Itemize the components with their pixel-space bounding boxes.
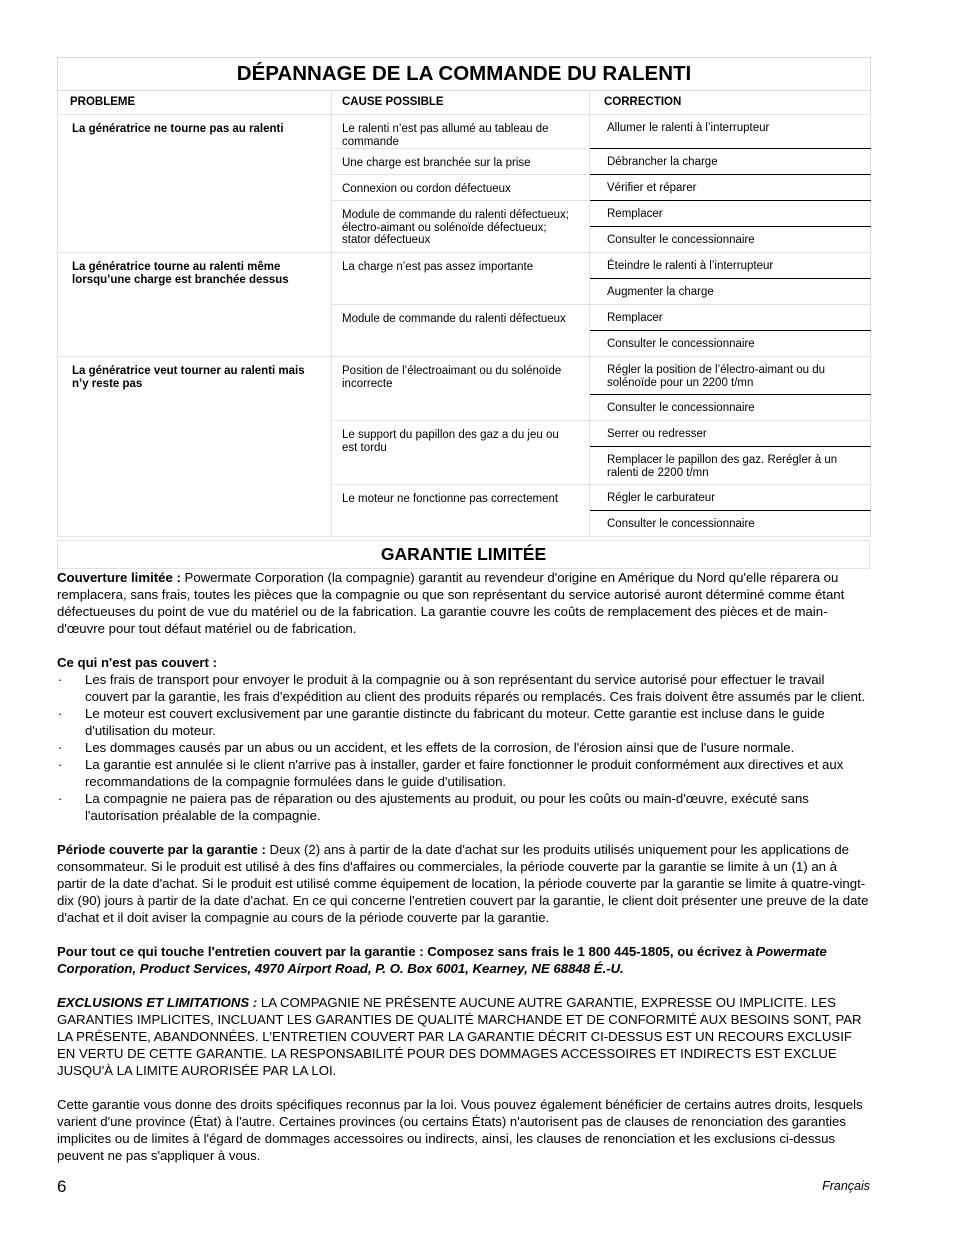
list-item-text: La compagnie ne paiera pas de réparation ou des ajustements au produit, ou pour les coûts ou main-d'œuvre, exécuté sans l'autorisation préalable de la compagnie. [85, 791, 809, 823]
list-item [57, 705, 870, 739]
cause-cell: Connexion ou cordon défectueux [332, 175, 590, 201]
table-header-row [58, 91, 871, 115]
list-item [57, 739, 870, 756]
contact-address: Powermate Corporation, Product Services, 4970 Airport Road, P. O. Box 6001, Kearney, NE 68848 É.-U. [57, 944, 827, 976]
correction-cell: Remplacer [590, 305, 871, 331]
troubleshooting-table [57, 57, 871, 537]
header-problem: PROBLEME [58, 91, 332, 115]
correction-cell: Régler la position de l’électro-aimant ou du solénoïde pour un 2200 t/mn [590, 357, 871, 395]
cause-cell: Le support du papillon des gaz a du jeu ou est tordu [332, 421, 590, 485]
not-covered-label: Ce qui n'est pas couvert : [57, 655, 217, 670]
cause-cell: La charge n’est pas assez importante [332, 253, 590, 305]
list-item [57, 790, 870, 824]
correction-cell: Allumer le ralenti à l’interrupteur [590, 115, 871, 149]
correction-cell: Consulter le concessionnaire [590, 227, 871, 253]
correction-cell: Régler le carburateur [590, 485, 871, 511]
period-paragraph [57, 841, 870, 926]
list-item-text: Le moteur est couvert exclusivement par une garantie distincte du fabricant du moteur. Cette garantie est incluse dans le guide d'utilisation du moteur. [85, 706, 825, 738]
correction-cell: Éteindre le ralenti à l’interrupteur [590, 253, 871, 279]
contact-paragraph [57, 943, 870, 977]
list-item-text: La garantie est annulée si le client n'arrive pas à installer, garder et faire fonctionner le produit conformément aux directives et aux recommandations de la compagnie formulées dans le guide d'utilisation. [85, 757, 844, 789]
list-item [57, 756, 870, 790]
table-row [58, 253, 871, 279]
coverage-text: Powermate Corporation (la compagnie) garantit au revendeur d'origine en Amérique du Nord qu'elle réparera ou remplacera, sans frais, toutes les pièces que la compagnie ou que son représentant du service autorisé auront déterminé comme étant défectueuses du point de vue du matériel ou de la fabrication. La garantie couvre les coûts de remplacement des pièces et de main-d'œuvre pour tout défaut matériel ou de fabrication. [57, 570, 845, 636]
bullet-dot: · [58, 757, 63, 772]
rights-paragraph: Cette garantie vous donne des droits spécifiques reconnus par la loi. Vous pouvez également bénéficier de certains autres droits, lesquels varient d'une province (État) à l'autre. Certaines provinces (ou certains États) n'autorisent pas de clauses de renonciation des garanties implicites ou de limites à l'égard de dommages accessoires ou indirects, ainsi, les clauses de renonciation et les exclusions ci-dessus peuvent ne pas s'appliquer à vous. [57, 1097, 863, 1163]
exclusions-paragraph [57, 994, 870, 1079]
exclusions-text: LA COMPAGNIE NE PRÉSENTE AUCUNE AUTRE GARANTIE, EXPRESSE OU IMPLICITE. LES GARANTIES IMPLICITES, INCLUANT LES GARANTIES DE QUALITÉ MARCHANDE ET DE CONFORMITÉ AUX BESOINS SONT, PAR LA PRÉSENTE, ABANDONNÉES. L'ENTRETIEN COUVERT PAR LA GARANTIE DÉCRIT CI-DESSUS EST UN RECOURS EXCLUSIF EN VERTU DE CETTE GARANTIE. LA RESPONSABILITÉ POUR DES DOMMAGES ACCESSOIRES ET INDIRECTS EST EXCLUE JUSQU'À LA LIMITE AURORISÉE PAR LA LOI. [57, 995, 862, 1078]
header-cause: CAUSE POSSIBLE [332, 91, 590, 115]
bullet-dot: · [58, 740, 63, 755]
coverage-label: Couverture limitée : [57, 570, 181, 585]
table-row [58, 357, 871, 395]
period-label: Période couverte par la garantie : [57, 842, 266, 857]
correction-cell: Consulter le concessionnaire [590, 511, 871, 537]
not-covered-list [57, 671, 870, 824]
correction-cell: Serrer ou redresser [590, 421, 871, 447]
cause-cell: Une charge est branchée sur la prise [332, 149, 590, 175]
correction-cell: Remplacer le papillon des gaz. Rerégler à un ralenti de 2200 t/mn [590, 447, 871, 485]
header-correction: CORRECTION [590, 91, 871, 115]
page-content [57, 57, 870, 1164]
bullet-dot: · [58, 791, 63, 806]
list-item [57, 671, 870, 705]
cause-cell: Module de commande du ralenti défectueux [332, 305, 590, 357]
bullet-dot: · [58, 672, 63, 687]
troubleshooting-body [58, 115, 871, 537]
correction-cell: Vérifier et réparer [590, 175, 871, 201]
contact-text: Pour tout ce qui touche l'entretien couvert par la garantie : Composez sans frais le 1 800 445-1805, ou écrivez à [57, 944, 757, 959]
bullet-dot: · [58, 706, 63, 721]
cause-cell: Module de commande du ralenti défectueux; électro-aimant ou solénoïde défectueux; stator défectueux [332, 201, 590, 253]
warranty-title: GARANTIE LIMITÉE [57, 540, 870, 569]
cause-cell: Le ralenti n’est pas allumé au tableau de commande [332, 115, 590, 149]
correction-cell: Consulter le concessionnaire [590, 395, 871, 421]
cause-cell: Position de l’électroaimant ou du solénoïde incorrecte [332, 357, 590, 421]
list-item-text: Les frais de transport pour envoyer le produit à la compagnie ou à son représentant du service autorisé pour effectuer le travail couvert par la garantie, les frais d'expédition au client des produits réparés ou remplacés. Ces frais doivent être assumés par le client. [85, 672, 866, 704]
exclusions-label: EXCLUSIONS ET LIMITATIONS : [57, 995, 258, 1010]
coverage-paragraph [57, 569, 870, 637]
list-item-text: Les dommages causés par un abus ou un accident, et les effets de la corrosion, de l'érosion ainsi que de l'usure normale. [85, 740, 795, 755]
language-label: Français [822, 1179, 870, 1193]
correction-cell: Consulter le concessionnaire [590, 331, 871, 357]
problem-cell: La génératrice veut tourner au ralenti mais n’y reste pas [58, 357, 332, 537]
correction-cell: Débrancher la charge [590, 149, 871, 175]
problem-cell: La génératrice tourne au ralenti même lorsqu’une charge est branchée dessus [58, 253, 332, 357]
correction-cell: Augmenter la charge [590, 279, 871, 305]
page-number: 6 [57, 1177, 67, 1196]
table-row [58, 115, 871, 149]
troubleshooting-title: DÉPANNAGE DE LA COMMANDE DU RALENTI [58, 58, 871, 91]
problem-cell: La génératrice ne tourne pas au ralenti [58, 115, 332, 253]
correction-cell: Remplacer [590, 201, 871, 227]
period-text: Deux (2) ans à partir de la date d'achat sur les produits utilisés uniquement pour les applications de consommateur. Si le produit est utilisé à des fins d'affaires ou commerciales, la période couverte par la garantie se limite à un (1) an à partir de la date d'achat. Si le produit est utilisé comme équipement de location, la période couverte par la garantie se limite à quatre-vingt-dix (90) jours à partir de la date d'achat. En ce qui concerne l'entretien couvert par la garantie, le client doit présenter une preuve de la date d'achat et il doit aviser la compagnie au cours de la période couverte par la garantie. [57, 842, 869, 925]
cause-cell: Le moteur ne fonctionne pas correctement [332, 485, 590, 537]
